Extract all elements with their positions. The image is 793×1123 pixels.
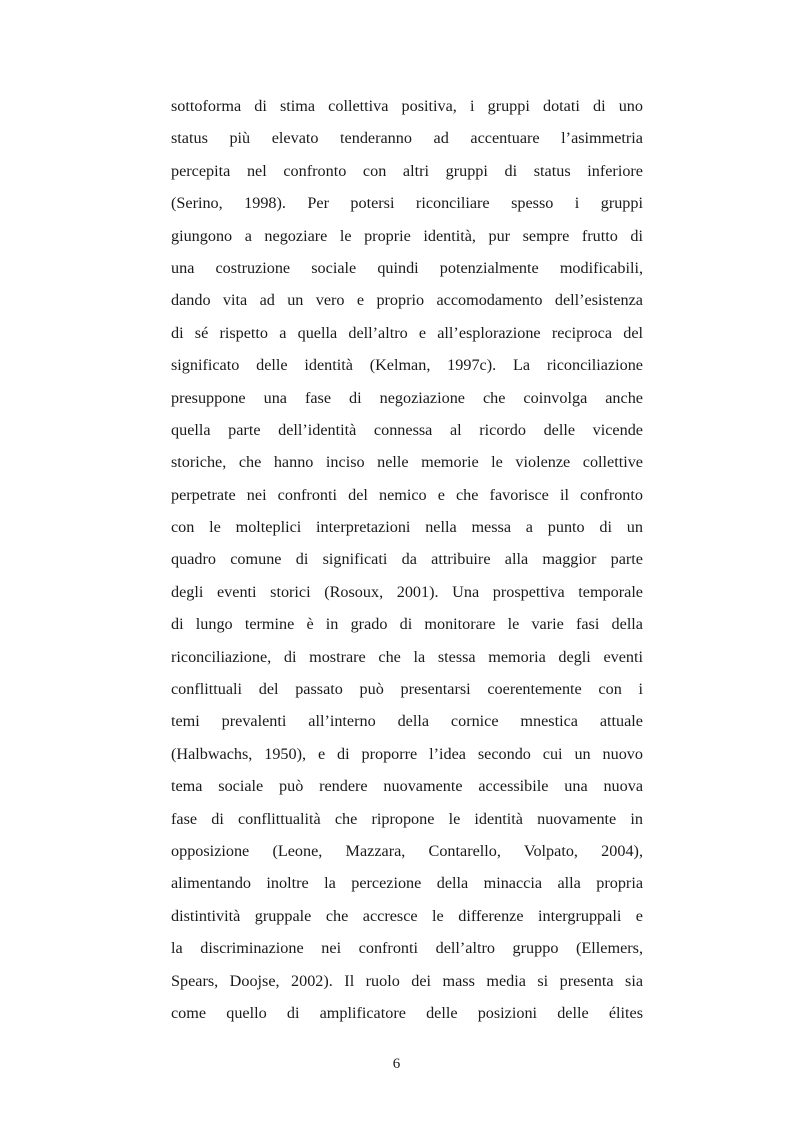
text-line: percepita nel confronto con altri gruppi di status inferiore [171,161,643,180]
text-line: degli eventi storici (Rosoux, 2001). Una prospettiva temporale [171,582,643,601]
text-line: perpetrate nei confronti del nemico e che favorisce il confronto [171,485,643,504]
text-line: (Serino, 1998). Per potersi riconciliare spesso i gruppi [171,194,643,213]
text-line: sottoforma di stima collettiva positiva, i gruppi dotati di uno [171,97,643,115]
text-line: conflittuali del passato può presentarsi coerentemente con i [171,680,643,699]
body-paragraph [171,90,643,1029]
text-line: storiche, che hanno inciso nelle memorie le violenze collettive [171,453,643,472]
text-line: Spears, Doojse, 2002). Il ruolo dei mass media si presenta sia [171,971,643,990]
text-line: quella parte dell’identità connessa al ricordo delle vicende [171,420,643,439]
text-line: significato delle identità (Kelman, 1997c). La riconciliazione [171,356,643,375]
text-line: quadro comune di significati da attribuire alla maggior parte [171,550,643,569]
text-line: riconciliazione, di mostrare che la stessa memoria degli eventi [171,647,643,666]
text-line: una costruzione sociale quindi potenzialmente modificabili, [171,258,643,277]
text-line: la discriminazione nei confronti dell’altro gruppo (Ellemers, [171,939,643,958]
text-line: con le molteplici interpretazioni nella messa a punto di un [171,518,643,537]
text-line: tema sociale può rendere nuovamente accessibile una nuova [171,777,643,796]
text-line: giungono a negoziare le proprie identità, pur sempre frutto di [171,226,643,245]
page-number: 6 [392,1056,401,1072]
text-line: di sé rispetto a quella dell’altro e all’esplorazione reciproca del [171,323,643,342]
text-line: di lungo termine è in grado di monitorare le varie fasi della [171,615,643,634]
text-line: alimentando inoltre la percezione della minaccia alla propria [171,874,643,893]
text-line: (Halbwachs, 1950), e di proporre l’idea secondo cui un nuovo [171,744,643,763]
text-line: fase di conflittualità che ripropone le identità nuovamente in [171,809,643,828]
text-line: dando vita ad un vero e proprio accomodamento dell’esistenza [171,291,643,310]
text-line: temi prevalenti all’interno della cornice mnestica attuale [171,712,643,731]
text-line: distintività gruppale che accresce le differenze intergruppali e [171,906,643,925]
text-line: presuppone una fase di negoziazione che coinvolga anche [171,388,643,407]
text-line: status più elevato tenderanno ad accentuare l’asimmetria [171,129,643,148]
text-line: opposizione (Leone, Mazzara, Contarello, Volpato, 2004), [171,841,643,860]
text-line: come quello di amplificatore delle posizioni delle élites [171,1003,643,1022]
